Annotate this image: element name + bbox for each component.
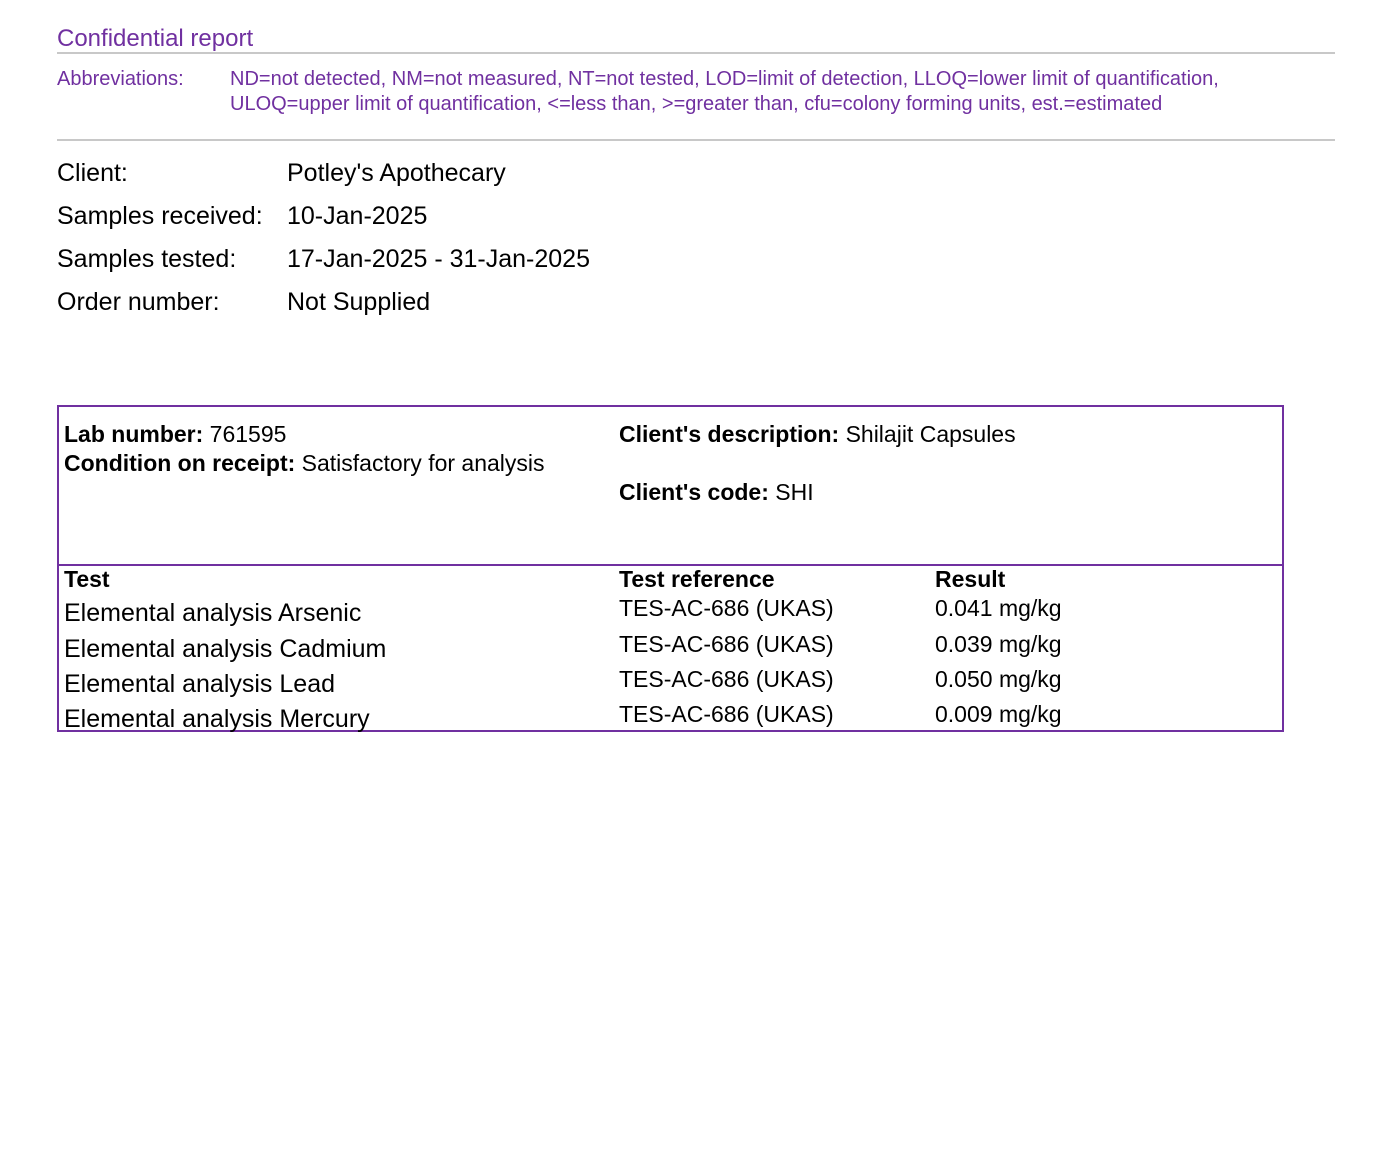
abbreviations-text — [230, 67, 1330, 117]
abbreviations-label: Abbreviations: — [57, 68, 184, 90]
table-row — [59, 665, 1282, 700]
info-label: Samples tested: — [57, 245, 237, 273]
header-result: Result — [935, 566, 1006, 592]
table-row — [59, 700, 1282, 735]
info-value: Not Supplied — [287, 288, 431, 316]
test-result: 0.009 mg/kg — [935, 701, 1062, 727]
info-value: 10-Jan-2025 — [287, 202, 428, 230]
client-code-field — [619, 478, 814, 506]
test-result: 0.041 mg/kg — [935, 595, 1062, 621]
lab-number-field — [64, 420, 286, 448]
test-name: Elemental analysis Mercury — [64, 705, 370, 733]
lab-number-value: 761595 — [209, 421, 287, 447]
abbreviations-line-1: ND=not detected, NM=not measured, NT=not tested, LOD=limit of detection, LLOQ=lower limit of quantification, — [230, 68, 1219, 90]
table-row — [59, 630, 1282, 665]
condition-value: Satisfactory for analysis — [301, 450, 545, 476]
client-description-value: Shilajit Capsules — [845, 421, 1016, 447]
info-value: Potley's Apothecary — [287, 159, 506, 187]
test-reference: TES-AC-686 (UKAS) — [619, 595, 834, 621]
title-divider — [57, 52, 1335, 54]
test-reference: TES-AC-686 (UKAS) — [619, 631, 834, 657]
header-test: Test — [64, 566, 110, 592]
client-code-value: SHI — [775, 479, 814, 505]
table-row — [59, 594, 1282, 629]
condition-label: Condition on receipt: — [64, 450, 296, 476]
info-label: Samples received: — [57, 202, 263, 230]
test-name: Elemental analysis Lead — [64, 670, 335, 698]
client-description-label: Client's description: — [619, 421, 840, 447]
info-label: Order number: — [57, 288, 220, 316]
test-reference: TES-AC-686 (UKAS) — [619, 666, 834, 692]
test-result: 0.039 mg/kg — [935, 631, 1062, 657]
info-label: Client: — [57, 159, 128, 187]
sample-results-box — [57, 405, 1284, 732]
test-result: 0.050 mg/kg — [935, 666, 1062, 692]
info-value: 17-Jan-2025 - 31-Jan-2025 — [287, 245, 590, 273]
test-name: Elemental analysis Arsenic — [64, 599, 362, 627]
client-code-label: Client's code: — [619, 479, 769, 505]
test-reference: TES-AC-686 (UKAS) — [619, 701, 834, 727]
report-title: Confidential report — [57, 25, 254, 52]
condition-field — [64, 449, 545, 477]
test-name: Elemental analysis Cadmium — [64, 635, 387, 663]
lab-number-label: Lab number: — [64, 421, 204, 447]
abbreviations-line-2: ULOQ=upper limit of quantification, <=less than, >=greater than, cfu=colony forming units, est.=estimated — [230, 93, 1163, 115]
header-divider — [57, 139, 1335, 141]
header-test-reference: Test reference — [619, 566, 775, 592]
client-description-field — [619, 420, 1016, 448]
